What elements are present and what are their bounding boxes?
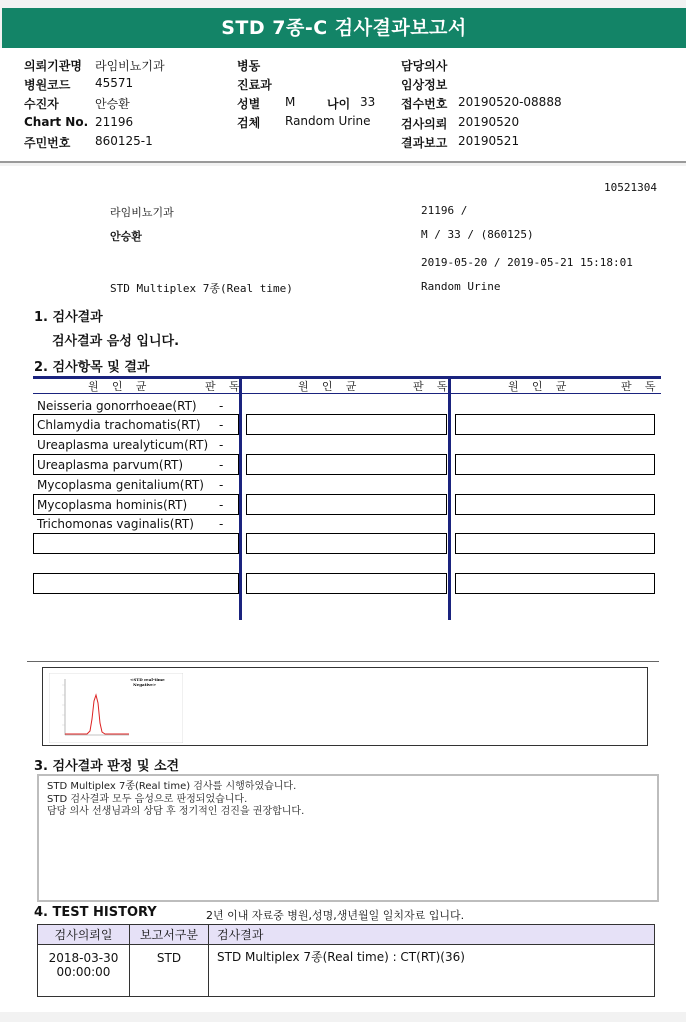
paper-patient: 안승환 xyxy=(110,230,142,243)
result-row-box xyxy=(455,414,655,435)
section1-result: 검사결과 음성 입니다. xyxy=(52,334,180,349)
value-age: 33 xyxy=(360,95,376,109)
col-header-judgement: 판 독 xyxy=(413,380,448,393)
organism-name: Mycoplasma hominis(RT) xyxy=(37,498,188,512)
value-requesting-institution: 라임비뇨기과 xyxy=(95,59,165,73)
value-hospital-code: 45571 xyxy=(95,76,134,90)
result-table-col-divider xyxy=(448,376,451,620)
paper-test-name: STD Multiplex 7종(Real time) xyxy=(110,282,293,295)
paper-chart-no: 21196 / xyxy=(421,204,468,217)
report-title: STD 7종-C 검사결과보고서 xyxy=(2,8,686,48)
result-row-box xyxy=(246,533,447,554)
label-resident-no: 주민번호 xyxy=(24,136,71,150)
value-patient: 안승환 xyxy=(95,97,130,111)
paper-specimen: Random Urine xyxy=(421,280,501,293)
report-header xyxy=(0,48,686,162)
result-row-box xyxy=(455,533,655,554)
label-doctor: 담당의사 xyxy=(401,59,448,73)
label-receipt-no: 접수번호 xyxy=(401,97,448,111)
history-table xyxy=(37,924,655,997)
opinion-line: STD Multiplex 7종(Real time) 검사를 시행하였습니다. xyxy=(47,781,297,792)
value-report-date: 20190521 xyxy=(458,134,520,148)
result-table-col-divider xyxy=(239,376,242,620)
history-header-result: 검사결과 xyxy=(209,925,655,945)
result-row-box xyxy=(455,454,655,475)
label-age: 나이 xyxy=(327,97,351,111)
organism-name: Ureaplasma parvum(RT) xyxy=(37,458,184,472)
opinion-box xyxy=(37,774,659,902)
result-row-box xyxy=(455,494,655,515)
value-chart-no: 21196 xyxy=(95,115,134,129)
history-header-row xyxy=(38,925,655,945)
paper-clinic: 라임비뇨기과 xyxy=(110,206,174,219)
section3-title: 3. 검사결과 판정 및 소견 xyxy=(34,759,180,774)
opinion-line: 담당 의사 선생님과의 상담 후 정기적인 검진을 권장합니다. xyxy=(47,806,305,817)
label-chart-no: Chart No. xyxy=(24,115,89,129)
value-specimen: Random Urine xyxy=(285,114,371,128)
history-time: 00:00:00 xyxy=(56,965,111,979)
label-hospital-code: 병원코드 xyxy=(24,78,71,92)
label-ward: 병동 xyxy=(237,59,261,73)
graph-title-line2: Negative> xyxy=(133,682,157,687)
label-specimen: 검체 xyxy=(237,116,261,130)
history-date-cell xyxy=(38,945,130,997)
opinion-line: STD 검사결과 모두 음성으로 판정되었습니다. xyxy=(47,793,248,805)
col-header-organism: 원 인 균 xyxy=(298,380,357,393)
organism-result: - xyxy=(219,517,224,531)
history-header-type: 보고서구분 xyxy=(130,925,209,945)
section4-title: 4. TEST HISTORY xyxy=(34,905,157,920)
value-receipt-no: 20190520-08888 xyxy=(458,95,562,109)
label-patient: 수진자 xyxy=(24,97,59,111)
result-row-box xyxy=(33,573,239,594)
result-row-box xyxy=(455,573,655,594)
label-report-date: 결과보고 xyxy=(401,136,448,150)
header-divider xyxy=(0,161,686,163)
history-date: 2018-03-30 xyxy=(48,951,119,965)
history-result: STD Multiplex 7종(Real time) : CT(RT)(36) xyxy=(209,945,655,997)
label-department: 진료과 xyxy=(237,78,272,92)
organism-result: - xyxy=(219,478,224,492)
value-resident-no: 860125-1 xyxy=(95,134,153,148)
organism-result: - xyxy=(219,399,224,413)
history-note: 2년 이내 자료중 병원,성명,생년월일 일치자료 입니다. xyxy=(206,909,465,922)
col-header-judgement: 판 독 xyxy=(205,380,240,393)
col-header-judgement: 판 독 xyxy=(621,380,656,393)
table-row xyxy=(38,945,655,997)
result-row-box xyxy=(246,494,447,515)
label-request-date: 검사의뢰 xyxy=(401,117,448,131)
organism-name: Neisseria gonorrhoeae(RT) xyxy=(37,399,197,413)
history-type: STD xyxy=(130,945,209,997)
label-requesting-institution: 의뢰기관명 xyxy=(24,59,82,73)
col-header-organism: 원 인 균 xyxy=(508,380,567,393)
label-sex: 성별 xyxy=(237,97,261,111)
organism-result: - xyxy=(219,498,224,512)
organism-name: Chlamydia trachomatis(RT) xyxy=(37,418,201,432)
organism-name: Trichomonas vaginalis(RT) xyxy=(37,517,194,531)
label-clinical-info: 임상정보 xyxy=(401,78,448,92)
result-row-box xyxy=(246,573,447,594)
organism-result: - xyxy=(219,438,224,452)
result-row-box xyxy=(246,454,447,475)
paper-sex-age: M / 33 / (860125) xyxy=(421,228,534,241)
organism-name: Mycoplasma genitalium(RT) xyxy=(37,478,204,492)
section2-title: 2. 검사항목 및 결과 xyxy=(34,360,150,375)
amplification-curve-image xyxy=(49,673,183,743)
section1-title: 1. 검사결과 xyxy=(34,310,103,325)
result-row-box xyxy=(246,414,447,435)
amplification-graph-panel xyxy=(42,667,648,746)
value-request-date: 20190520 xyxy=(458,115,520,129)
section-divider xyxy=(27,661,659,662)
organism-result: - xyxy=(219,458,224,472)
result-row-box xyxy=(33,533,239,554)
document-number: 10521304 xyxy=(604,181,657,194)
history-header-date: 검사의뢰일 xyxy=(38,925,130,945)
paper-dates: 2019-05-20 / 2019-05-21 15:18:01 xyxy=(421,256,633,269)
value-sex: M xyxy=(285,95,296,109)
graph-title-line1: <STD real-time xyxy=(130,677,165,682)
organism-result: - xyxy=(219,418,224,432)
organism-name: Ureaplasma urealyticum(RT) xyxy=(37,438,209,452)
col-header-organism: 원 인 균 xyxy=(88,380,147,393)
